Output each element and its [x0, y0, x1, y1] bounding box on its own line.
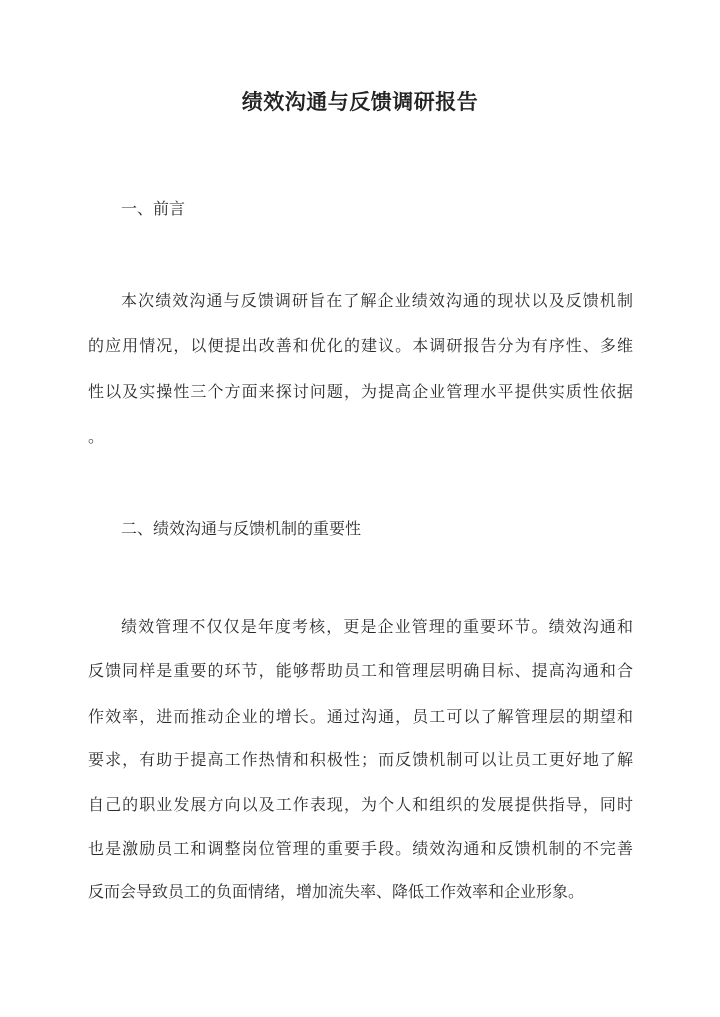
paragraph-line: 要求，有助于提高工作热情和积极性；而反馈机制可以让员工更好地了解 [88, 750, 633, 769]
paragraph-line: 。 [88, 427, 105, 446]
paragraph-line: 性以及实操性三个方面来探讨问题，为提高企业管理水平提供实质性依据 [88, 382, 633, 401]
paragraph-line: 自己的职业发展方向以及工作表现，为个人和组织的发展提供指导，同时 [88, 795, 633, 814]
paragraph-line: 的应用情况，以便提出改善和优化的建议。本调研报告分为有序性、多维 [88, 336, 633, 355]
paragraph-line: 反而会导致员工的负面情绪，增加流失率、降低工作效率和企业形象。 [88, 882, 585, 901]
paragraph-line: 本次绩效沟通与反馈调研旨在了解企业绩效沟通的现状以及反馈机制 [121, 291, 633, 310]
paragraph-line: 作效率，进而推动企业的增长。通过沟通，员工可以了解管理层的期望和 [88, 707, 633, 726]
paragraph-line: 绩效管理不仅仅是年度考核，更是企业管理的重要环节。绩效沟通和 [121, 617, 633, 636]
document-title: 绩效沟通与反馈调研报告 [241, 89, 479, 114]
section-heading-preface: 一、前言 [121, 199, 186, 218]
paragraph-line: 反馈同样是重要的环节，能够帮助员工和管理层明确目标、提高沟通和合 [88, 661, 633, 680]
paragraph-line: 也是激励员工和调整岗位管理的重要手段。绩效沟通和反馈机制的不完善 [88, 839, 633, 858]
section-heading-importance: 二、绩效沟通与反馈机制的重要性 [121, 519, 362, 538]
